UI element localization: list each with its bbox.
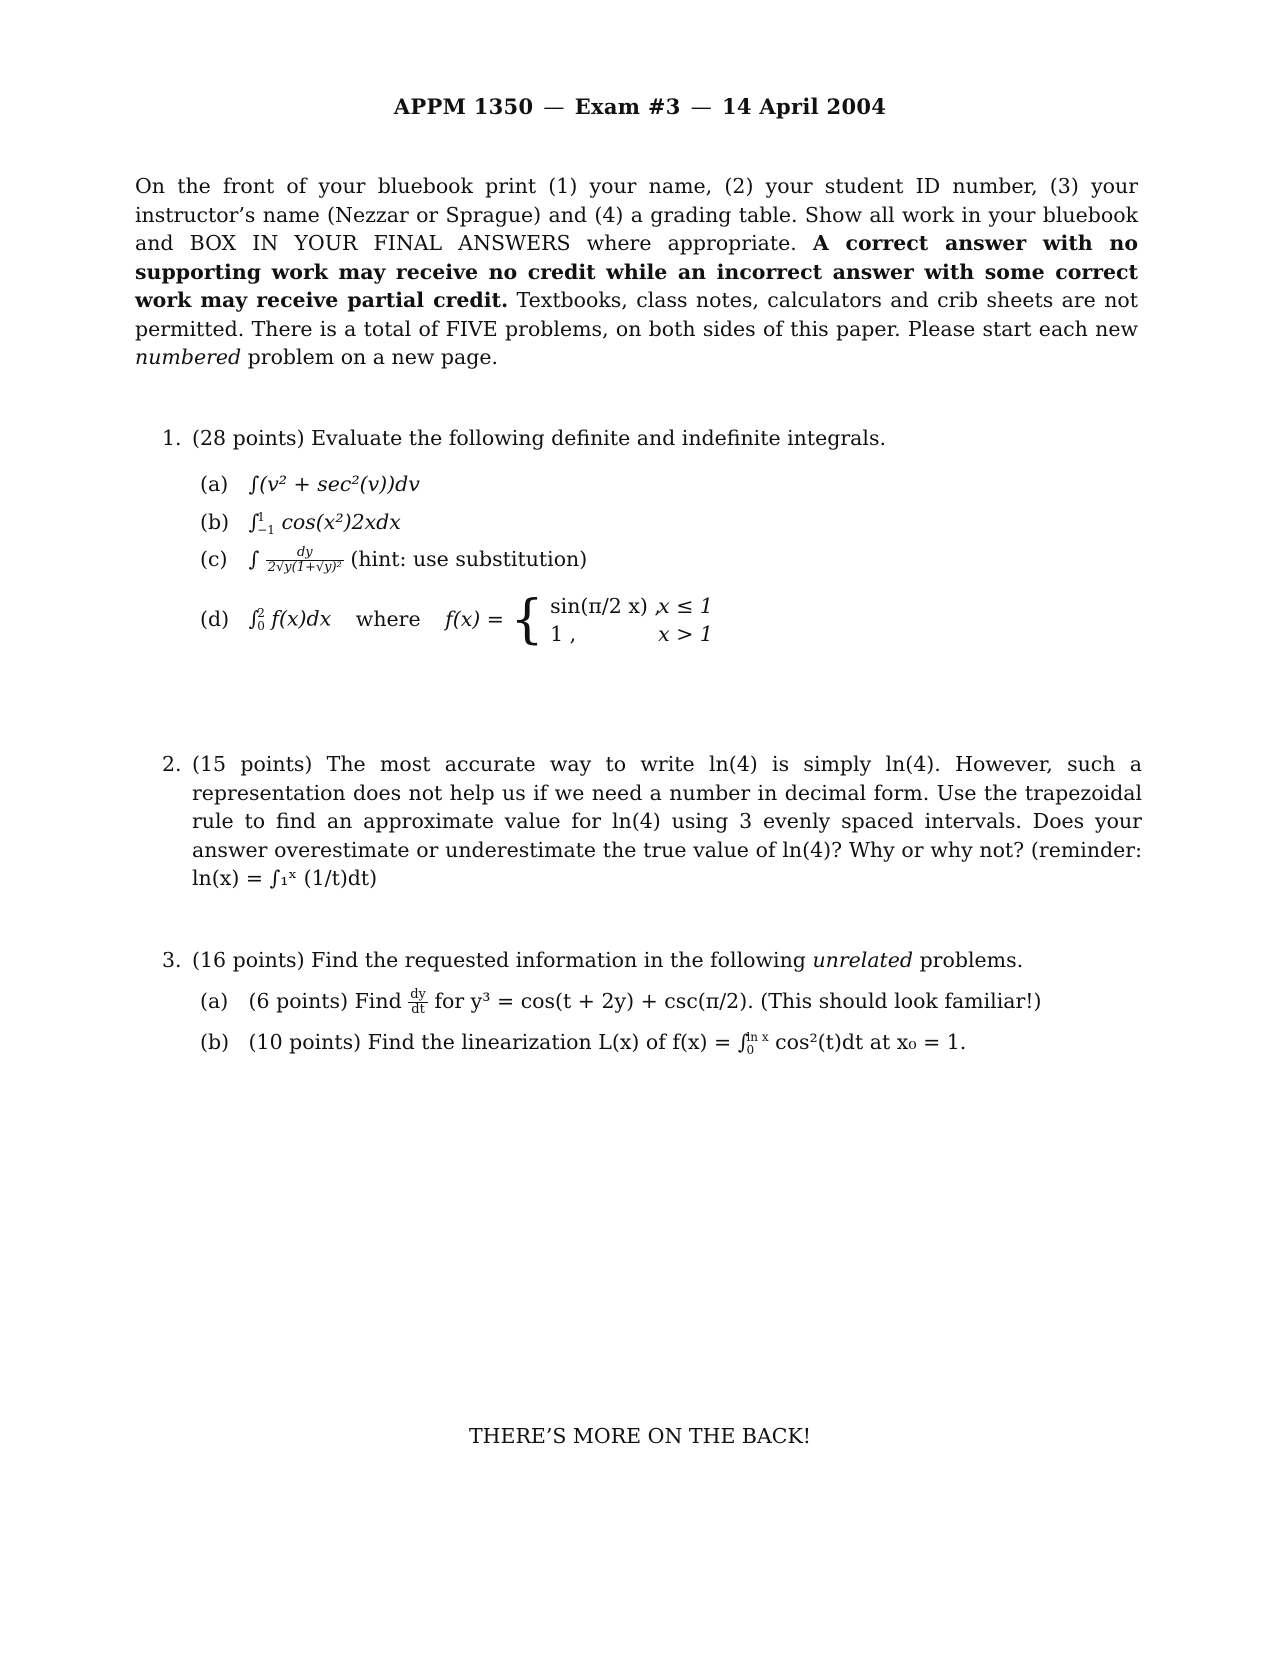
problem-number: 2. — [162, 752, 182, 776]
derivative-fraction — [408, 988, 428, 1017]
fraction-denominator: 2√y(1+√y)² — [267, 560, 342, 575]
instructions-italic-word: numbered — [135, 345, 242, 369]
problem-3-text — [192, 946, 1142, 975]
where-word: where — [355, 606, 421, 631]
problem-1 — [162, 424, 1142, 453]
problem-3-italic-word: unrelated — [812, 948, 914, 972]
exam-title: APPM 1350 — Exam #3 — 14 April 2004 — [393, 94, 887, 119]
problem-1-text: (28 points) Evaluate the following definite and indefinite integrals. — [192, 426, 886, 450]
problem-number: 1. — [162, 426, 182, 450]
case-1-expression: sin(π/2 x) , — [550, 594, 661, 618]
problem-3b-text-2: cos²(t)dt at x₀ = 1. — [775, 1030, 967, 1054]
problem-1a — [200, 472, 420, 496]
case-2-expression: 1 , — [550, 622, 577, 646]
part-label: (a) — [200, 989, 229, 1013]
lower-limit: 0 — [257, 619, 265, 633]
problem-1d-integrand: f(x)dx — [271, 606, 332, 631]
lower-limit: −1 — [257, 522, 275, 537]
instructions-text-1: On the front of your bluebook print (1) your name, (2) your student ID number, (3) your instructor’s name (Nezzar or Sprague) and (4) a grading table. Show all work in your bluebook and BOX IN YOUR FINAL ANSWERS where appropriate. — [135, 174, 1138, 255]
piecewise-cases — [550, 592, 713, 648]
problem-3a-text-1: (6 points) Find — [248, 989, 402, 1013]
exam-number: Exam #3 — [574, 94, 681, 119]
instructions-paragraph — [135, 172, 1138, 372]
fraction-numerator: dy — [266, 546, 344, 561]
problem-1a-integral: ∫(v² + sec²(v))dv — [248, 472, 420, 496]
footer-notice: THERE’S MORE ON THE BACK! — [468, 1424, 812, 1448]
part-label: (c) — [200, 547, 228, 571]
problem-1c: (c) ∫ $\frac{dy}{\text{2√y(1+√y)²}}$ (hint: use substitution) — [200, 545, 588, 575]
part-label: (b) — [200, 1030, 230, 1054]
upper-limit: 2 — [257, 606, 265, 620]
case-1-condition: x ≤ 1 — [658, 594, 713, 618]
problem-1b-integrand: cos(x²)2xdx — [281, 510, 401, 534]
fraction-denominator: dt — [411, 1002, 425, 1017]
problem-1d: (d) ∫ 2 0 f(x)dx where f(x) = { sin(π/2 x) ,x ≤ 1 1 , x > 1 — [200, 590, 713, 650]
part-label: (b) — [200, 510, 230, 534]
upper-limit: ln x — [746, 1029, 769, 1044]
instructions-text-2: Textbooks, class notes, calculators and crib sheets are not permitted. There is a total of FIVE problems, on both sides of this paper. Please start each new — [135, 288, 1138, 341]
integral-limits — [257, 511, 275, 537]
case-2-condition: x > 1 — [658, 622, 713, 646]
problem-1c-fraction — [266, 546, 344, 575]
problem-2-text: (15 points) The most accurate way to write ln(4) is simply ln(4). However, such a representation does not help us if we need a number in decimal form. Use the trapezoidal rule to find an approximate value for ln(4) using 3 evenly spaced intervals. Does your answer overestimate or underestimate the true value of ln(4)? Why or why not? (reminder: ln(x) = ∫₁ˣ (1/t)dt) — [192, 752, 1142, 890]
problem-3b: (b) (10 points) Find the linearization L(x) of f(x) = ∫ ln x 0 cos²(t)dt at x₀ = 1. — [200, 1029, 967, 1057]
problem-3 — [162, 946, 1142, 975]
upper-limit: 1 — [257, 509, 265, 524]
problem-3-text-1: (16 points) Find the requested information in the following — [192, 948, 813, 972]
problem-3b-text-1: (10 points) Find the linearization L(x) of f(x) = — [248, 1030, 732, 1054]
instructions-text-3: problem on a new page. — [241, 345, 499, 369]
piecewise-lhs: f(x) = — [445, 606, 504, 631]
exam-date: 14 April 2004 — [722, 94, 887, 119]
left-brace: { — [510, 590, 544, 650]
problem-3-text-2: problems. — [913, 948, 1024, 972]
lower-limit: 0 — [746, 1042, 755, 1057]
fraction-numerator: dy — [410, 987, 426, 1002]
problem-2 — [162, 750, 1142, 893]
course-code: APPM 1350 — [393, 94, 534, 119]
problem-3a — [200, 988, 1042, 1017]
instructions-bold-warning: A correct answer with no supporting work may receive no credit while an incorrect answer with some correct work may receive partial credit. — [135, 231, 1138, 312]
part-label: (a) — [200, 472, 229, 496]
problem-1b: (b) ∫ 1 −1 cos(x²)2xdx — [200, 509, 401, 537]
integral-limits — [746, 1031, 768, 1057]
problem-3a-text-2: for y³ = cos(t + 2y) + csc(π/2). (This should look familiar!) — [434, 989, 1042, 1013]
problem-1c-hint: (hint: use substitution) — [350, 547, 588, 571]
part-label: (d) — [200, 606, 230, 631]
integral-limits — [257, 607, 265, 633]
problem-number: 3. — [162, 948, 182, 972]
